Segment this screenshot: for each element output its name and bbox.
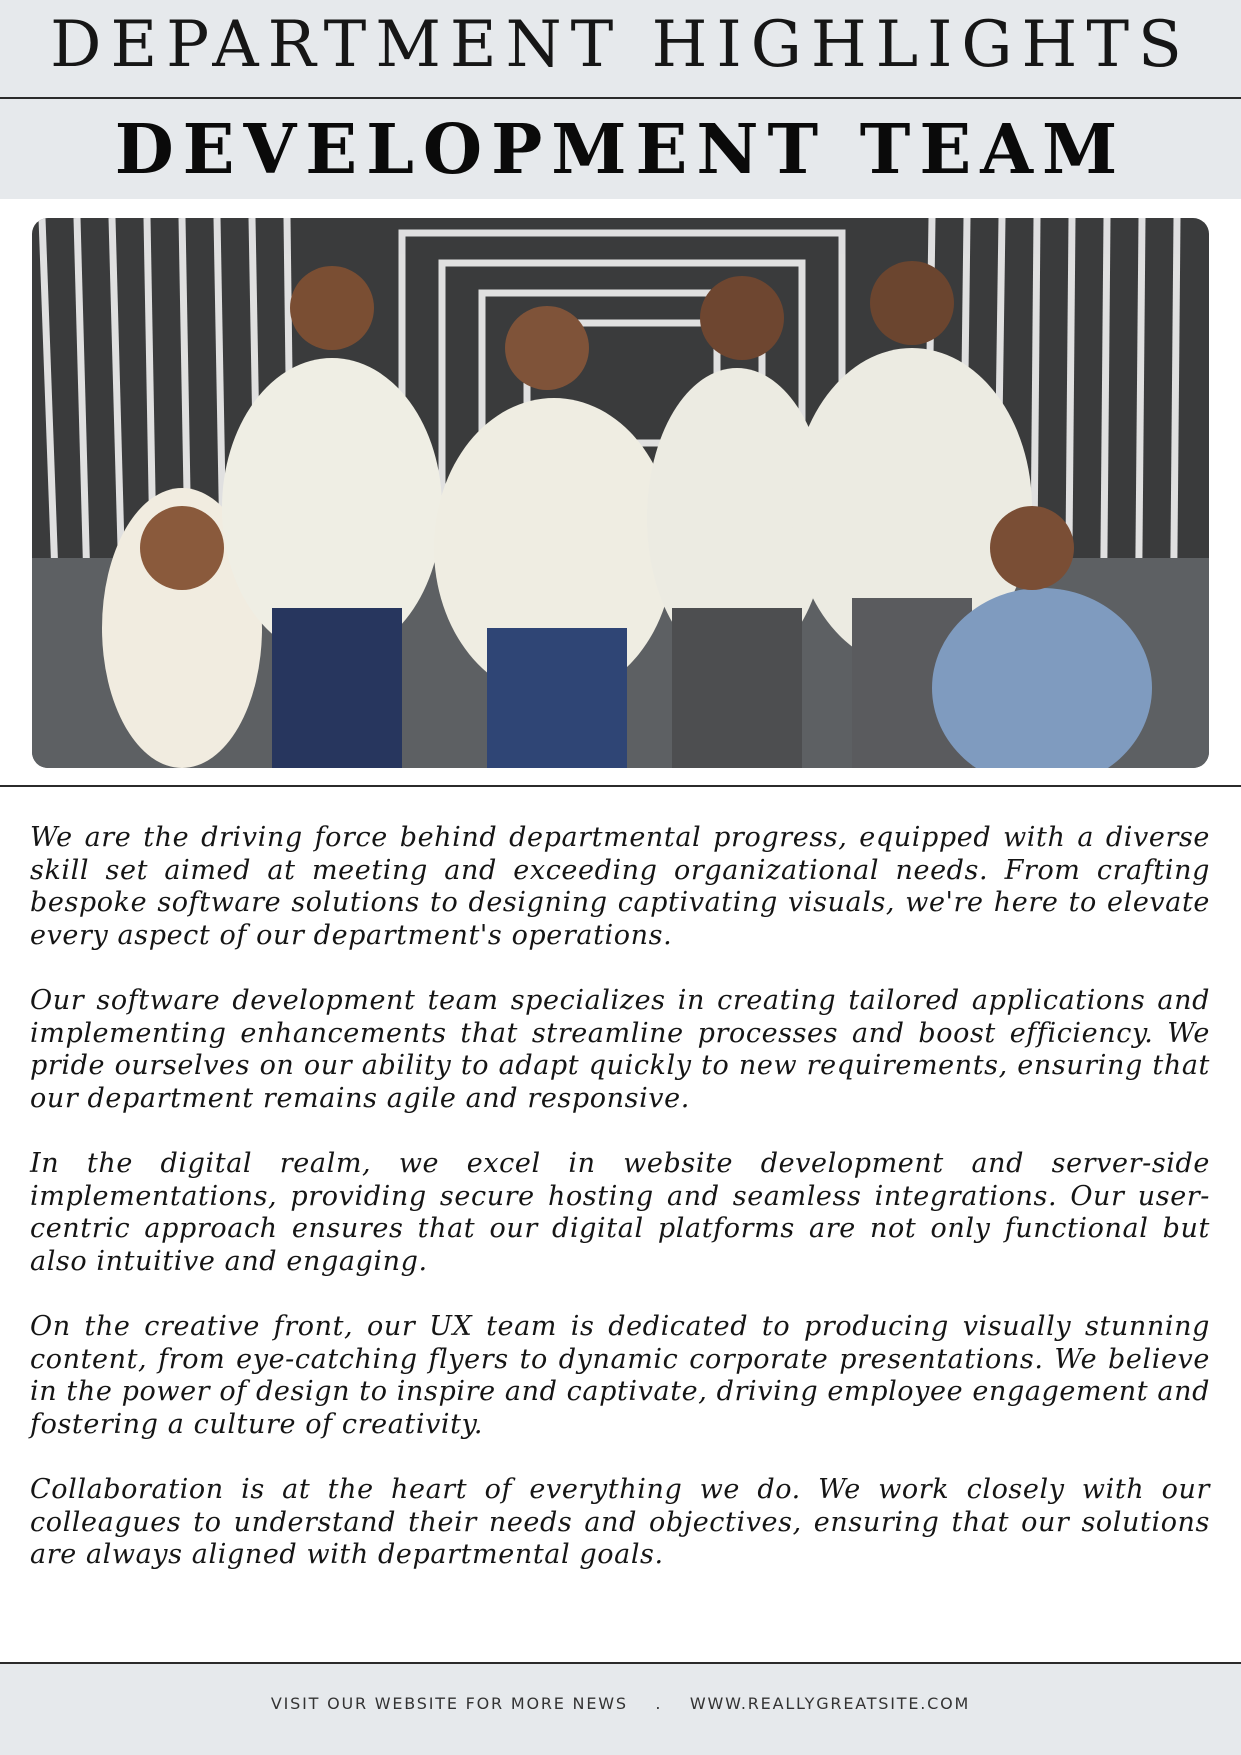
paragraph: We are the driving force behind departmental progress, equipped with a diverse skill set aimed at meeting and exceeding organizational needs. From crafting bespoke software solutions to designing captivating visuals, we're here to elevate every aspect of our department's operations.	[30, 822, 1210, 951]
body-text	[30, 822, 1210, 1605]
paragraph: Collaboration is at the heart of everything we do. We work closely with our colleagues to understand their needs and objectives, ensuring that our solutions are always aligned with departmental goals.	[30, 1474, 1210, 1570]
page-title: DEPARTMENT HIGHLIGHTS	[50, 8, 1191, 82]
footer-separator: .	[655, 1694, 663, 1713]
website-link[interactable]: WWW.REALLYGREATSITE.COM	[689, 1694, 971, 1713]
team-title: DEVELOPMENT TEAM	[114, 110, 1127, 190]
paragraph: In the digital realm, we excel in website development and server-side implementations, providing secure hosting and seamless integrations. Our user-centric approach ensures that our digital platforms are not only functional but also intuitive and engaging.	[30, 1148, 1210, 1277]
footer	[0, 1694, 1241, 1713]
paragraph: Our software development team specializes in creating tailored applications and implementing enhancements that streamline processes and boost efficiency. We pride ourselves on our ability to adapt quickly to new requirements, ensuring that our department remains agile and responsive.	[30, 985, 1210, 1114]
team-photo	[32, 218, 1209, 768]
photo-divider	[0, 785, 1241, 787]
footer-text: VISIT OUR WEBSITE FOR MORE NEWS	[270, 1694, 628, 1713]
paragraph: On the creative front, our UX team is dedicated to producing visually stunning content, from eye-catching flyers to dynamic corporate presentations. We believe in the power of design to inspire and captivate, driving employee engagement and fostering a culture of creativity.	[30, 1311, 1210, 1440]
team-photo-icon	[32, 218, 1209, 768]
